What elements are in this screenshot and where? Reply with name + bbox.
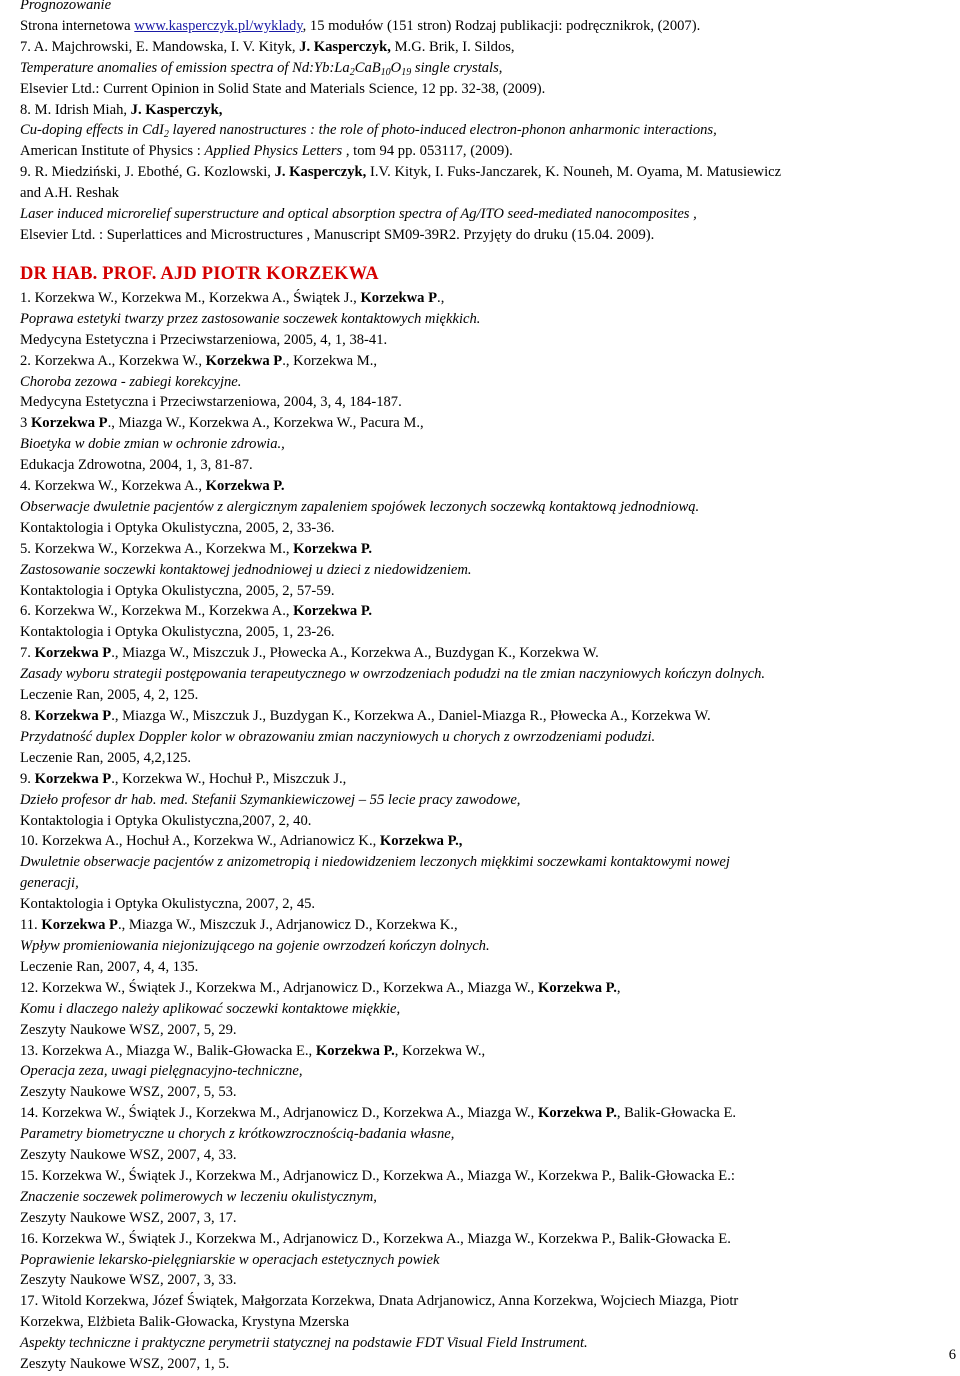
entry-title: Znaczenie soczewek polimerowych w leczeniu okulistycznym, [20,1188,377,1205]
entry-title: Dwuletnie obserwacje pacjentów z anizometropią i niedowidzeniem leczonych miękkimi soczewkami kontaktowymi nowej [20,854,730,871]
entry-authors: 4. Korzekwa W., Korzekwa A., Korzekwa P. [20,478,285,495]
entry-title: Operacja zeza, uwagi pielęgnacyjno-techniczne, [20,1063,303,1080]
entry-title: Bioetyka w dobie zmian w ochronie zdrowia., [20,436,285,453]
entry-authors: 12. Korzekwa W., Świątek J., Korzekwa M., Adrjanowicz D., Korzekwa A., Miazga W., Korzekwa P., [20,979,621,996]
entry-title: Zastosowanie soczewki kontaktowej jednodniowej u dzieci z niedowidzeniem. [20,561,472,578]
entry-authors: 9. Korzekwa P., Korzekwa W., Hochuł P., Miszczuk J., [20,770,347,787]
entry-publication: Medycyna Estetyczna i Przeciwstarzeniowa, 2004, 3, 4, 184-187. [20,394,402,411]
entry-authors: 11. Korzekwa P., Miazga W., Miszczuk J., Adrjanowicz D., Korzekwa K., [20,917,458,934]
entry-publication: Leczenie Ran, 2005, 4, 2, 125. [20,687,199,704]
entry-authors: 7. A. Majchrowski, E. Mandowska, I. V. Kityk, J. Kasperczyk, M.G. Brik, I. Sildos, [20,38,515,55]
entry-title: Aspekty techniczne i praktyczne perymetrii statycznej na podstawie FDT Visual Field Instrument. [20,1335,588,1352]
entry-publication: Zeszyty Naukowe WSZ, 2007, 3, 33. [20,1272,237,1289]
entry-title: Przydatność duplex Doppler kolor w obrazowaniu zmian naczyniowych u chorych z owrzodzeniami podudzi. [20,728,656,745]
entry-title: Komu i dlaczego należy aplikować soczewki kontaktowe miękkie, [20,1000,401,1017]
entry-publication: Kontaktologia i Optyka Okulistyczna,2007, 2, 40. [20,812,312,829]
document-page [20,0,940,1375]
entry-publication: Elsevier Ltd.: Current Opinion in Solid State and Materials Science, 12 pp. 32-38, (2009). [20,80,546,97]
entry-authors: 5. Korzekwa W., Korzekwa A., Korzekwa M., Korzekwa P. [20,540,373,557]
entry-publication: Leczenie Ran, 2007, 4, 4, 135. [20,958,199,975]
entry-title: Dzieło profesor dr hab. med. Stefanii Szymankiewiczowej – 55 lecie pracy zawodowe, [20,791,521,808]
entry-title: Cu-doping effects in CdI$_2$ layered nanostructures : the role of photo-induced electron-phonon anharmonic interactions, [20,122,717,141]
entry-title: Temperature anomalies of emission spectra of $Nd:Yb:La_2CaB_{10}O_{19}$ single crystals, [20,59,503,78]
entry-authors: 16. Korzekwa W., Świątek J., Korzekwa M., Adrjanowicz D., Korzekwa A., Miazga W., Korzekwa P., Balik-Głowacka E. [20,1230,731,1247]
entry-publication: Zeszyty Naukowe WSZ, 2007, 1, 5. [20,1356,230,1373]
entry-authors: 9. R. Miedziński, J. Ebothé, G. Kozlowski, J. Kasperczyk, I.V. Kityk, I. Fuks-Janczarek, K. Nouneh, M. Oyama, M. Matusiewicz [20,164,782,181]
entry-authors: 17. Witold Korzekwa, Józef Świątek, Małgorzata Korzekwa, Dnata Adrjanowicz, Anna Korzekwa, Wojciech Miazga, Piotr [20,1293,739,1310]
entry-authors: 15. Korzekwa W., Świątek J., Korzekwa M., Adrjanowicz D., Korzekwa A., Miazga W., Korzekwa P., Balik-Głowacka E.: [20,1167,735,1184]
entry-title: Obserwacje dwuletnie pacjentów z alergicznym zapaleniem spojówek leczonych soczewką kontaktową jednodniową. [20,498,700,515]
entry-title: Zasady wyboru strategii postępowania terapeutycznego w owrzodzeniach podudzi na tle zmian naczyniowych kończyn dolnych. [20,666,766,683]
entry-authors: 8. Korzekwa P., Miazga W., Miszczuk J., Buzdygan K., Korzekwa A., Daniel-Miazga R., Płowecka A., Korzekwa W. [20,708,711,724]
entry-authors: 2. Korzekwa A., Korzekwa W., Korzekwa P., Korzekwa M., [20,352,378,369]
entry-publication: Zeszyty Naukowe WSZ, 2007, 5, 29. [20,1021,237,1038]
entry-publication: Zeszyty Naukowe WSZ, 2007, 3, 17. [20,1209,237,1226]
entry-publication: Kontaktologia i Optyka Okulistyczna, 2005, 2, 33-36. [20,519,335,536]
entry-publication: American Institute of Physics : Applied Physics Letters , tom 94 pp. 053117, (2009). [20,143,513,160]
entry-title: Wpływ promieniowania niejonizującego na gojenie owrzodzeń kończyn dolnych. [20,937,490,954]
entry-title-cont: generacji, [20,875,79,892]
entry-publication: Edukacja Zdrowotna, 2004, 1, 3, 81-87. [20,457,253,474]
entry-title: Poprawa estetyki twarzy przez zastosowanie soczewek kontaktowych miękkich. [20,310,481,327]
entry-title: Poprawienie lekarsko-pielęgniarskie w operacjach estetycznych powiek [20,1251,440,1268]
section-label: Prognozowanie [20,0,112,13]
website-link[interactable]: www.kasperczyk.pl/wyklady [134,17,303,34]
publication-list [20,288,940,1375]
website-entry: Strona internetowa www.kasperczyk.pl/wyklady, 15 modułów (151 stron) Rodzaj publikacji: podręcznikrok, (2007). [20,17,701,34]
page-number: 6 [948,1347,956,1364]
entry-title: Laser induced microrelief superstructure and optical absorption spectra of Ag/ITO seed-mediated nanocomposites , [20,206,697,223]
entry-title: Parametry biometryczne u chorych z krótkowzrocznością-badania własne, [20,1126,455,1143]
section-heading: DR HAB. PROF. AJD PIOTR KORZEKWA [20,263,379,284]
entry-authors: 10. Korzekwa A., Hochuł A., Korzekwa W., Adrianowicz K., Korzekwa P., [20,833,463,850]
entry-authors: 14. Korzekwa W., Świątek J., Korzekwa M., Adrjanowicz D., Korzekwa A., Miazga W., Korzekwa P., Balik-Głowacka E. [20,1105,737,1122]
entry-authors: 3 Korzekwa P., Miazga W., Korzekwa A., Korzekwa W., Pacura M., [20,415,424,432]
entry-publication: Kontaktologia i Optyka Okulistyczna, 2005, 1, 23-26. [20,624,335,641]
entry-publication: Zeszyty Naukowe WSZ, 2007, 4, 33. [20,1147,237,1164]
entry-authors: 6. Korzekwa W., Korzekwa M., Korzekwa A., Korzekwa P. [20,603,373,620]
entry-publication: Medycyna Estetyczna i Przeciwstarzeniowa, 2005, 4, 1, 38-41. [20,331,388,348]
entry-publication: Zeszyty Naukowe WSZ, 2007, 5, 53. [20,1084,237,1101]
entry-publication: Kontaktologia i Optyka Okulistyczna, 2007, 2, 45. [20,896,316,913]
entry-authors: 13. Korzekwa A., Miazga W., Balik-Głowacka E., Korzekwa P., Korzekwa W., [20,1042,486,1059]
entry-publication: Leczenie Ran, 2005, 4,2,125. [20,749,192,766]
entry-publication: Elsevier Ltd. : Superlattices and Microstructures , Manuscript SM09-39R2. Przyjęty do druku (15.04. 2009). [20,226,655,243]
entry-authors-cont: and A.H. Reshak [20,185,119,202]
entry-title: Choroba zezowa - zabiegi korekcyjne. [20,373,242,390]
entry-authors-cont: Korzekwa, Elżbieta Balik-Głowacka, Krystyna Mzerska [20,1314,350,1331]
entry-authors: 8. M. Idrish Miah, J. Kasperczyk, [20,101,223,118]
entry-authors: 7. Korzekwa P., Miazga W., Miszczuk J., Płowecka A., Korzekwa A., Buzdygan K., Korzekwa W. [20,645,599,662]
entry-authors: 1. Korzekwa W., Korzekwa M., Korzekwa A., Świątek J., Korzekwa P., [20,289,445,306]
entry-publication: Kontaktologia i Optyka Okulistyczna, 2005, 2, 57-59. [20,582,335,599]
